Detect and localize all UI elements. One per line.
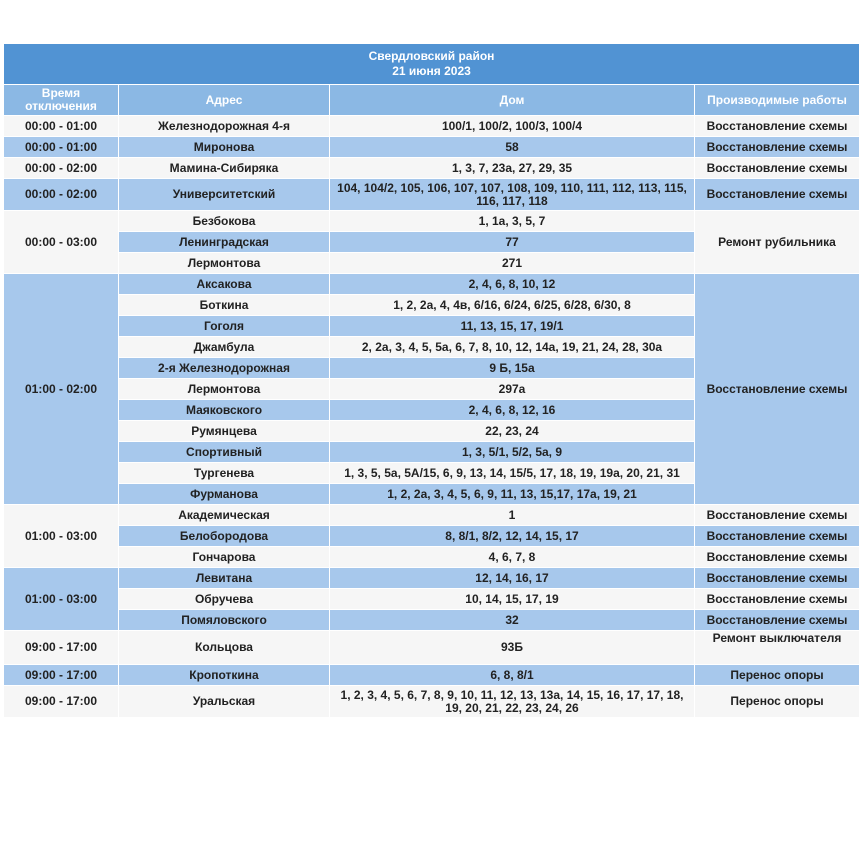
table-row	[4, 137, 860, 158]
time-cell: 00:00 - 03:00	[4, 211, 119, 274]
column-header-house: Дом	[330, 85, 695, 116]
time-cell: 09:00 - 17:00	[4, 631, 119, 665]
house-cell: 8, 8/1, 8/2, 12, 14, 15, 17	[330, 526, 695, 547]
address-cell: Фурманова	[119, 484, 330, 505]
work-cell: Восстановление схемы	[695, 116, 860, 137]
time-cell: 01:00 - 03:00	[4, 505, 119, 568]
time-cell: 00:00 - 02:00	[4, 158, 119, 179]
house-cell: 1, 3, 5, 5а, 5А/15, 6, 9, 13, 14, 15/5, 17, 18, 19, 19а, 20, 21, 31	[330, 463, 695, 484]
house-cell: 4, 6, 7, 8	[330, 547, 695, 568]
address-cell: Лермонтова	[119, 379, 330, 400]
address-cell: Помяловского	[119, 610, 330, 631]
address-cell: Спортивный	[119, 442, 330, 463]
time-cell: 09:00 - 17:00	[4, 665, 119, 686]
column-header-row	[4, 85, 860, 116]
time-cell: 00:00 - 01:00	[4, 116, 119, 137]
address-cell: Обручева	[119, 589, 330, 610]
address-cell: Академическая	[119, 505, 330, 526]
time-cell: 09:00 - 17:00	[4, 686, 119, 718]
address-cell: Мамина-Сибиряка	[119, 158, 330, 179]
house-cell: 1, 2, 3, 4, 5, 6, 7, 8, 9, 10, 11, 12, 13, 13а, 14, 15, 16, 17, 17, 18, 19, 20, 21, 22, 23, 24, 26	[330, 686, 695, 718]
address-cell: Лермонтова	[119, 253, 330, 274]
table-row	[4, 116, 860, 137]
house-cell: 11, 13, 15, 17, 19/1	[330, 316, 695, 337]
time-cell: 00:00 - 01:00	[4, 137, 119, 158]
work-cell: Восстановление схемы	[695, 179, 860, 211]
address-cell: Миронова	[119, 137, 330, 158]
address-cell: 2-я Железнодорожная	[119, 358, 330, 379]
house-cell: 104, 104/2, 105, 106, 107, 107, 108, 109, 110, 111, 112, 113, 115, 116, 117, 118	[330, 179, 695, 211]
table-row	[4, 547, 860, 568]
table-row	[4, 686, 860, 718]
address-cell: Румянцева	[119, 421, 330, 442]
work-cell: Восстановление схемы	[695, 610, 860, 631]
house-cell: 10, 14, 15, 17, 19	[330, 589, 695, 610]
work-cell: Перенос опоры	[695, 665, 860, 686]
outage-schedule-table	[3, 43, 860, 718]
address-cell: Аксакова	[119, 274, 330, 295]
table-row	[4, 568, 860, 589]
table-row	[4, 610, 860, 631]
work-cell: Восстановление схемы	[695, 505, 860, 526]
address-cell: Гоголя	[119, 316, 330, 337]
house-cell: 1	[330, 505, 695, 526]
house-cell: 1, 2, 2а, 3, 4, 5, 6, 9, 11, 13, 15,17, 17а, 19, 21	[330, 484, 695, 505]
work-cell: Восстановление схемы	[695, 547, 860, 568]
column-header-work: Производимые работы	[695, 85, 860, 116]
table-row	[4, 179, 860, 211]
address-cell: Боткина	[119, 295, 330, 316]
house-cell: 9 Б, 15а	[330, 358, 695, 379]
table-row	[4, 665, 860, 686]
house-cell: 6, 8, 8/1	[330, 665, 695, 686]
address-cell: Университетский	[119, 179, 330, 211]
time-cell: 00:00 - 02:00	[4, 179, 119, 211]
house-cell: 22, 23, 24	[330, 421, 695, 442]
work-cell: Восстановление схемы	[695, 137, 860, 158]
table-row	[4, 526, 860, 547]
schedule-date: 21 июня 2023	[392, 64, 471, 78]
house-cell: 32	[330, 610, 695, 631]
table-row	[4, 274, 860, 295]
address-cell: Гончарова	[119, 547, 330, 568]
work-cell: Перенос опоры	[695, 686, 860, 718]
house-cell: 2, 2а, 3, 4, 5, 5а, 6, 7, 8, 10, 12, 14а, 19, 21, 24, 28, 30а	[330, 337, 695, 358]
address-cell: Кольцова	[119, 631, 330, 665]
work-cell: Ремонт выключателя	[695, 631, 860, 665]
column-header-address: Адрес	[119, 85, 330, 116]
work-cell: Восстановление схемы	[695, 158, 860, 179]
house-cell: 1, 2, 2а, 4, 4в, 6/16, 6/24, 6/25, 6/28, 6/30, 8	[330, 295, 695, 316]
address-cell: Ленинградская	[119, 232, 330, 253]
address-cell: Железнодорожная 4-я	[119, 116, 330, 137]
house-cell: 100/1, 100/2, 100/3, 100/4	[330, 116, 695, 137]
house-cell: 297а	[330, 379, 695, 400]
table-row	[4, 631, 860, 665]
house-cell: 1, 3, 5/1, 5/2, 5а, 9	[330, 442, 695, 463]
table-row	[4, 211, 860, 232]
house-cell: 2, 4, 6, 8, 12, 16	[330, 400, 695, 421]
work-cell: Восстановление схемы	[695, 526, 860, 547]
time-cell: 01:00 - 03:00	[4, 568, 119, 631]
house-cell: 1, 3, 7, 23а, 27, 29, 35	[330, 158, 695, 179]
house-cell: 271	[330, 253, 695, 274]
address-cell: Левитана	[119, 568, 330, 589]
district-title: Свердловский район	[368, 49, 495, 63]
work-cell: Ремонт рубильника	[695, 211, 860, 274]
house-cell: 77	[330, 232, 695, 253]
address-cell: Белобородова	[119, 526, 330, 547]
work-cell: Восстановление схемы	[695, 274, 860, 505]
work-cell: Восстановление схемы	[695, 589, 860, 610]
house-cell: 93Б	[330, 631, 695, 665]
table-row	[4, 158, 860, 179]
house-cell: 12, 14, 16, 17	[330, 568, 695, 589]
house-cell: 58	[330, 137, 695, 158]
table-row	[4, 505, 860, 526]
address-cell: Тургенева	[119, 463, 330, 484]
address-cell: Безбокова	[119, 211, 330, 232]
address-cell: Маяковского	[119, 400, 330, 421]
table-title	[4, 44, 860, 85]
address-cell: Джамбула	[119, 337, 330, 358]
table-row	[4, 589, 860, 610]
address-cell: Кропоткина	[119, 665, 330, 686]
time-cell: 01:00 - 02:00	[4, 274, 119, 505]
house-cell: 2, 4, 6, 8, 10, 12	[330, 274, 695, 295]
work-cell: Восстановление схемы	[695, 568, 860, 589]
column-header-time: Время отключения	[4, 85, 119, 116]
house-cell: 1, 1а, 3, 5, 7	[330, 211, 695, 232]
address-cell: Уральская	[119, 686, 330, 718]
